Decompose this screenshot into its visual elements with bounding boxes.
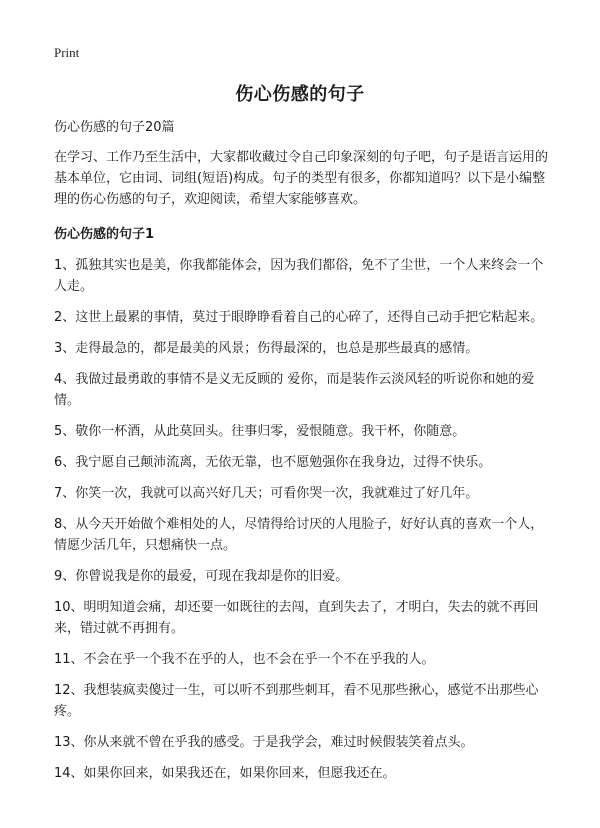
- print-link[interactable]: Print: [54, 45, 80, 60]
- page-title: 伤心伤感的句子: [235, 84, 365, 105]
- article-subtitle: 伤心伤感的句子20篇: [54, 120, 175, 135]
- article-intro: 在学习、工作乃至生活中，大家都收藏过令自己印象深刻的句子吧，句子是语言运用的基本单位，它由词、词组(短语)构成。句子的类型有很多，你都知道吗？以下是小编整理的伤心伤感的句子，欢迎阅读，希望大家能够喜欢。: [54, 150, 549, 207]
- sentence-2: 2、这世上最累的事情，莫过于眼睁睁看着自己的心碎了，还得自己动手把它粘起来。: [54, 310, 544, 325]
- sentence-14: 14、如果你回来，如果我还在，如果你回来，但愿我还在。: [54, 766, 396, 781]
- sentence-9: 9、你曾说我是你的最爱，可现在我却是你的旧爱。: [54, 569, 349, 584]
- sentence-12: 12、我想装疯卖傻过一生，可以听不到那些刺耳，看不见那些揪心，感觉不出那些心疼。: [54, 683, 539, 719]
- sentence-6: 6、我宁愿自己颠沛流离，无依无靠，也不愿勉强你在我身边，过得不快乐。: [54, 455, 492, 470]
- sentence-4: 4、我做过最勇敢的事情不是义无反顾的 爱你，而是装作云淡风轻的听说你和她的爱情。: [54, 372, 535, 408]
- sentence-5: 5、敬你一杯酒，从此莫回头。往事归零，爱恨随意。我干杯，你随意。: [54, 424, 466, 439]
- sentence-1: 1、孤独其实也是美，你我都能体会，因为我们都俗，免不了尘世，一个人来终会一个人走。: [54, 258, 544, 294]
- sentence-10: 10、明明知道会痛，却还要一如既往的去闯，直到失去了，才明白，失去的就不再回来，错过就不再拥有。: [54, 600, 539, 636]
- section-heading: 伤心伤感的句子1: [54, 227, 155, 242]
- sentence-11: 11、不会在乎一个我不在乎的人，也不会在乎一个不在乎我的人。: [54, 652, 435, 667]
- sentence-13: 13、你从来就不曾在乎我的感受。于是我学会，难过时候假装笑着点头。: [54, 735, 474, 750]
- sentence-8: 8、从今天开始做个难相处的人，尽情得给讨厌的人甩脸子，好好认真的喜欢一个人，情愿少活几年，只想痛快一点。: [54, 517, 544, 553]
- article-body: [54, 117, 554, 794]
- sentence-3: 3、走得最急的，都是最美的风景；伤得最深的，也总是那些最真的感情。: [54, 341, 479, 356]
- sentence-7: 7、你笑一次，我就可以高兴好几天；可看你哭一次，我就难过了好几年。: [54, 486, 479, 501]
